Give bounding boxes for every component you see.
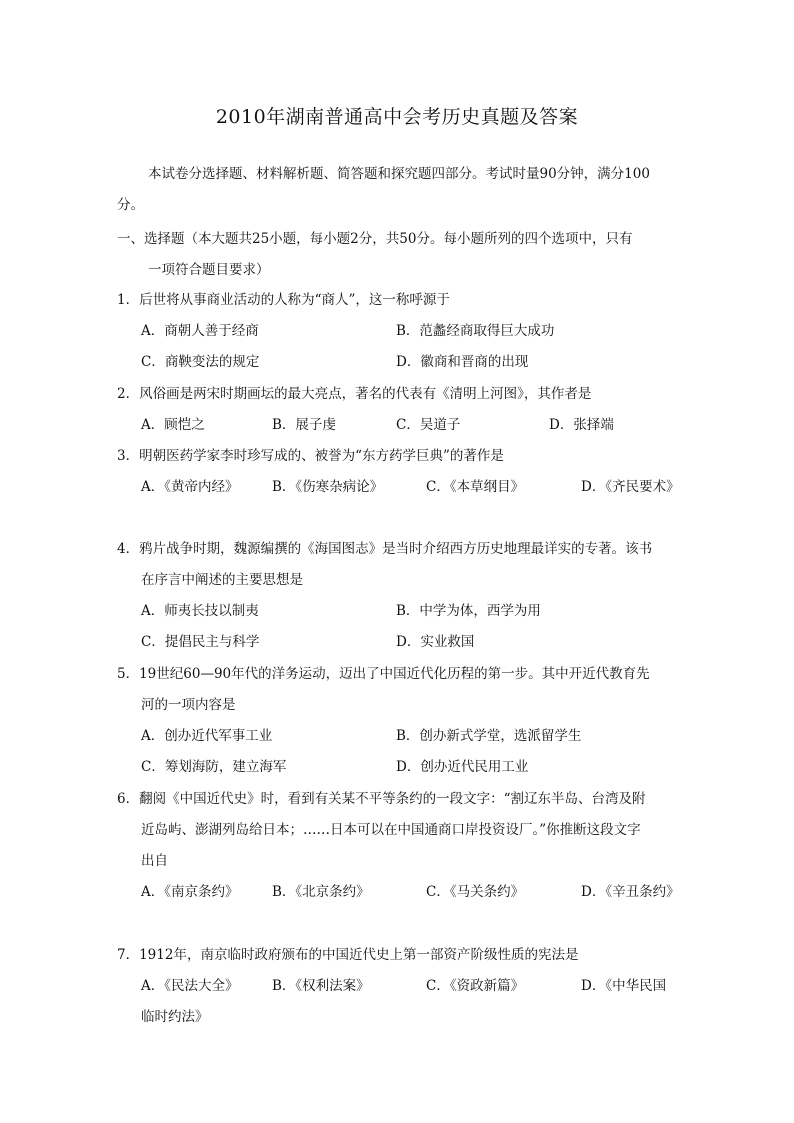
intro-text: 分。 xyxy=(117,197,144,213)
question-5-option-c: C．筹划海防，建立海军 xyxy=(141,759,287,775)
question-1-option-c: C．商鞅变法的规定 xyxy=(141,354,260,370)
page-title: 2010年湖南普通高中会考历史真题及答案 xyxy=(215,106,579,128)
question-4-option-c: C．提倡民主与科学 xyxy=(141,634,260,650)
question-3-option-d: D．《齐民要术》 xyxy=(581,479,680,495)
question-4-stem-cont: 在序言中阐述的主要思想是 xyxy=(141,572,303,588)
question-6-option-b: B．《北京条约》 xyxy=(272,884,370,900)
question-5-option-b: B．创办新式学堂，选派留学生 xyxy=(396,728,582,744)
question-3-option-b: B．《伤寒杂病论》 xyxy=(272,479,384,495)
question-7-option-d-cont: 临时约法》 xyxy=(141,1009,209,1025)
question-5-stem-cont: 河的一项内容是 xyxy=(141,697,236,713)
question-1-option-d: D．徽商和晋商的出现 xyxy=(396,354,529,370)
question-5-stem: 5．19世纪60—90年代的洋务运动，迈出了中国近代化历程的第一步。其中开近代教育先 xyxy=(117,666,650,682)
question-7-option-b: B．《权利法案》 xyxy=(272,978,370,994)
question-3-option-a: A．《黄帝内经》 xyxy=(141,479,239,495)
question-2-option-a: A．顾恺之 xyxy=(141,417,205,433)
question-2-option-d: D．张择端 xyxy=(549,417,614,433)
section-heading: 一、选择题（本大题共25小题，每小题2分，共50分。每小题所列的四个选项中，只有 xyxy=(117,231,633,247)
section-heading: 一项符合题目要求） xyxy=(148,262,270,278)
question-2-option-b: B．展子虔 xyxy=(272,417,336,433)
question-6-stem-cont: 出自 xyxy=(141,853,168,869)
question-5-option-a: A．创办近代军事工业 xyxy=(141,728,273,744)
question-7-option-a: A．《民法大全》 xyxy=(141,978,239,994)
question-7-option-d: D．《中华民国 xyxy=(581,978,667,994)
question-4-option-a: A．师夷长技以制夷 xyxy=(141,603,259,619)
question-2-stem: 2．风俗画是两宋时期画坛的最大亮点，著名的代表有《清明上河图》，其作者是 xyxy=(117,386,592,402)
question-5-option-d: D．创办近代民用工业 xyxy=(396,759,529,775)
question-1-option-b: B．范蠡经商取得巨大成功 xyxy=(396,323,555,339)
question-6-option-d: D．《辛丑条约》 xyxy=(581,884,680,900)
question-2-option-c: C．吴道子 xyxy=(396,417,461,433)
question-6-option-c: C．《马关条约》 xyxy=(426,884,525,900)
question-3-option-c: C．《本草纲目》 xyxy=(426,479,525,495)
question-7-option-c: C．《资政新篇》 xyxy=(426,978,525,994)
question-4-option-b: B．中学为体，西学为用 xyxy=(396,603,541,619)
question-7-stem: 7．1912年，南京临时政府颁布的中国近代史上第一部资产阶级性质的宪法是 xyxy=(117,947,579,963)
intro-text: 本试卷分选择题、材料解析题、简答题和探究题四部分。考试时量90分钟，满分100 xyxy=(148,166,650,182)
question-1-option-a: A．商朝人善于经商 xyxy=(141,323,259,339)
question-6-option-a: A．《南京条约》 xyxy=(141,884,239,900)
question-4-stem: 4．鸦片战争时期，魏源编撰的《海国图志》是当时介绍西方历史地理最详实的专著。该书 xyxy=(117,541,653,557)
question-6-stem: 6．翻阅《中国近代史》时，看到有关某不平等条约的一段文字：“割辽东半岛、台湾及附 xyxy=(117,791,646,807)
question-4-option-d: D．实业救国 xyxy=(396,634,475,650)
question-6-stem-cont: 近岛屿、澎湖列岛给日本；……日本可以在中国通商口岸投资设厂。”你推断这段文字 xyxy=(141,822,641,838)
question-1-stem: 1．后世将从事商业活动的人称为“商人”，这一称呼源于 xyxy=(117,292,450,308)
question-3-stem: 3．明朝医药学家李时珍写成的、被誉为“东方药学巨典”的著作是 xyxy=(117,448,504,464)
